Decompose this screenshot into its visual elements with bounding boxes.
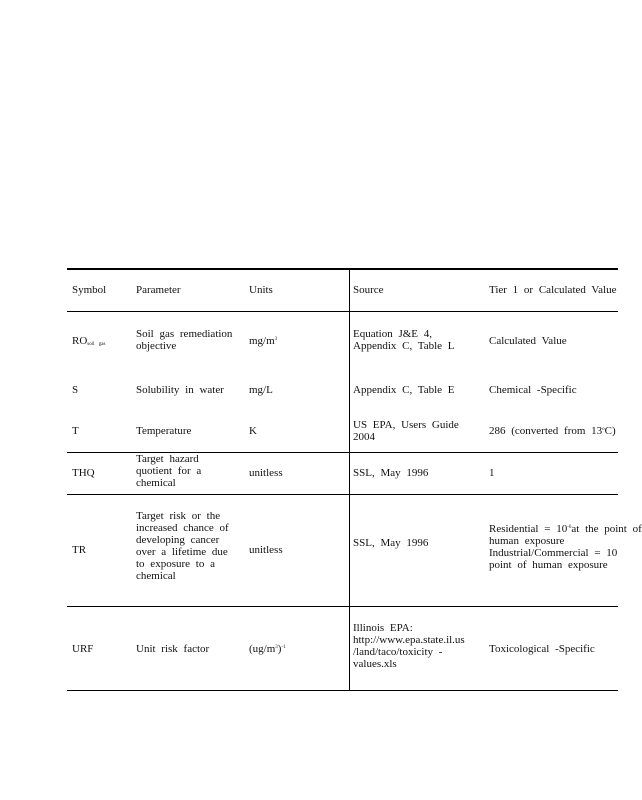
row-s-value: Chemical -Specific: [489, 384, 577, 396]
row-t-symbol: T: [72, 425, 79, 437]
row-urf-source: Illinois EPA: http://www.epa.state.il.us /land/taco/toxicity - values.xls: [353, 622, 465, 670]
row-thq-units: unitless: [249, 467, 283, 479]
parameter-table: [67, 268, 642, 691]
row-tr-parameter: Target risk or the increased chance of developing cancer over a lifetime due to exposure to a chemical: [136, 510, 229, 582]
row-thq-symbol: THQ: [72, 467, 95, 479]
row-s-units: mg/L: [249, 384, 273, 396]
header-value: Tier 1 or Calculated Value: [489, 284, 617, 296]
header-symbol: Symbol: [72, 284, 107, 296]
table-bottom-rule: [67, 690, 618, 691]
row-rule: [67, 606, 618, 607]
row-ro-units: $mg/m^3$: [249, 335, 278, 347]
row-t-parameter: Temperature: [136, 425, 192, 437]
row-rule: [67, 494, 618, 495]
row-t-value: 286 (converted from 13$^o$C): [489, 425, 616, 437]
header-units: Units: [249, 284, 273, 296]
row-ro-value: Calculated Value: [489, 335, 567, 347]
row-s-parameter: Solubility in water: [136, 384, 224, 396]
header-rule: [67, 311, 618, 312]
row-thq-value: 1: [489, 467, 495, 479]
row-urf-value: Toxicological -Specific: [489, 643, 595, 655]
header-source: Source: [353, 284, 384, 296]
column-divider: [349, 268, 350, 691]
row-ro-source: Equation J&E 4, Appendix C, Table L: [353, 328, 455, 352]
row-urf-parameter: Unit risk factor: [136, 643, 210, 655]
row-tr-units: unitless: [249, 544, 283, 556]
table-top-rule: [67, 268, 618, 270]
row-thq-parameter: Target hazard quotient for a chemical: [136, 453, 202, 489]
row-thq-source: SSL, May 1996: [353, 467, 429, 479]
row-ro-parameter: Soil gas remediation objective: [136, 328, 233, 352]
row-urf-units: $(ug/m^3)^{-1}$: [249, 643, 286, 655]
row-s-symbol: S: [72, 384, 79, 396]
row-t-source: US EPA, Users Guide 2004: [353, 419, 459, 443]
row-ro-symbol: $RO_{soil gas}$: [72, 335, 106, 347]
row-tr-symbol: TR: [72, 544, 87, 556]
row-t-units: K: [249, 425, 257, 437]
row-s-source: Appendix C, Table E: [353, 384, 455, 396]
row-urf-symbol: URF: [72, 643, 94, 655]
row-tr-value: Residential = $10^{-6}at$ the point of human exposure Industrial/Commercial = 10 point of human exposure: [489, 523, 642, 571]
row-tr-source: SSL, May 1996: [353, 537, 429, 549]
header-parameter: Parameter: [136, 284, 181, 296]
